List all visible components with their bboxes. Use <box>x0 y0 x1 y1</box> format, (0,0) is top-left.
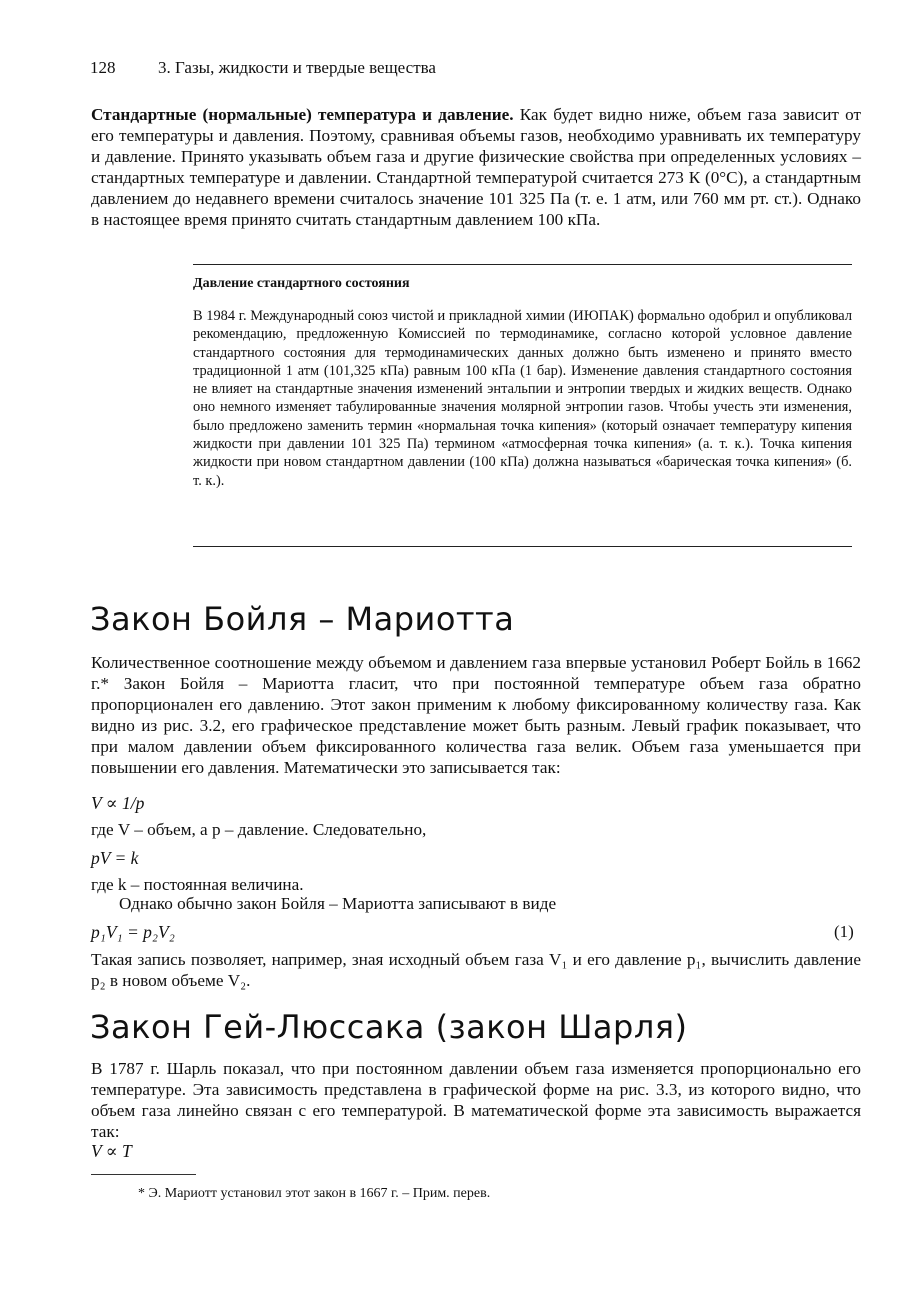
boyle-paragraph-2: Такая запись позволяет, например, зная исходный объем газа V₁ и его давление p₁, вычислить давление p₂ в новом объеме V₂. <box>91 950 861 990</box>
however-line: Однако обычно закон Бойля – Мариотта записывают в виде <box>119 894 557 913</box>
where-k-line: где k – постоянная величина. <box>91 875 304 894</box>
chapter-title: 3. Газы, жидкости и твердые вещества <box>158 58 436 77</box>
box-title: Давление стандартного состояния <box>193 276 410 291</box>
where-v-p-line: где V – объем, а p – давление. Следовательно, <box>91 820 427 839</box>
footnote-rule <box>91 1174 196 1175</box>
running-head <box>90 58 436 78</box>
section-title-charles: Закон Гей-Люссака (закон Шарля) <box>90 1008 688 1046</box>
formula-v-prop-t: V ∝ T <box>91 1141 132 1161</box>
intro-paragraph <box>91 104 861 230</box>
formula-v-prop-inverse-p: V ∝ 1/p <box>91 793 145 813</box>
intro-text: Как будет видно ниже, объем газа зависит от его температуры и давления. Поэтому, сравнивая объемы газов, необходимо уравнивать их температуру и давление. Принято указывать объем газа и другие физические свойства при определенных условиях – стандартных температуре и давлении. Стандартной температурой считается 273 К (0°С), а стандартным давлением до недавнего времени считалось значение 101 325 Па (т. е. 1 атм, или 760 мм рт. ст.). Однако в настоящее время принято считать стандартным давлением 100 кПа. <box>91 105 861 229</box>
formula-p1v1-p2v2: p₁V₁ = p₂V₂ <box>91 922 175 942</box>
footnote: * Э. Мариотт установил этот закон в 1667 г. – Прим. перев. <box>138 1186 491 1201</box>
page-number: 128 <box>90 58 116 77</box>
equation-number: (1) <box>834 922 854 941</box>
formula-pv-k: pV = k <box>91 848 139 868</box>
section-title-boyle: Закон Бойля – Мариотта <box>90 600 515 638</box>
boyle-paragraph: Количественное соотношение между объемом и давлением газа впервые установил Роберт Бойль в 1662 г.* Закон Бойля – Мариотта гласит, что при постоянной температуре объем газа обратно пропорционален его давлению. Этот закон применим к любому фиксированному количеству газа. Как видно из рис. 3.2, его графическое представление может быть разным. Левый график показывает, что при малом давлении объем фиксированного количества газа велик. Объем газа уменьшается при повышении его давления. Математически это записывается так: <box>91 653 861 777</box>
box-top-rule <box>193 264 852 265</box>
charles-paragraph: В 1787 г. Шарль показал, что при постоянном давлении объем газа изменяется пропорционально его температуре. Эта зависимость представлена в графической форме на рис. 3.3, из которого видно, что объем газа линейно связан с его температурой. В математической форме эта зависимость выражается так: <box>91 1059 861 1141</box>
box-text: В 1984 г. Международный союз чистой и прикладной химии (ИЮПАК) формально одобрил и опубликовал рекомендацию, предложенную Комиссией по термодинамике, согласно которой условное давление стандартного состояния для термодинамических данных должно быть изменено и принято вместо традиционной 1 атм (101,325 кПа) равным 100 кПа (1 бар). Изменение давления стандартного состояния не влияет на стандартные значения изменений энтальпии и энтропии твердых и жидких веществ. Однако оно немного изменяет табулированные значения молярной энтропии газов. Чтобы учесть эти изменения, было предложено заменить термин «нормальная точка кипения» (который означает температуру кипения жидкости при давлении 101 325 Па) термином «атмосферная точка кипения» (а. т. к.). Точка кипения жидкости при новом стандартном давлении (100 кПа) должна называться «барическая точка кипения» (б. т. к.). <box>193 308 852 489</box>
intro-runin-heading: Стандартные (нормальные) температура и давление. <box>91 105 514 124</box>
box-bottom-rule <box>193 546 852 547</box>
